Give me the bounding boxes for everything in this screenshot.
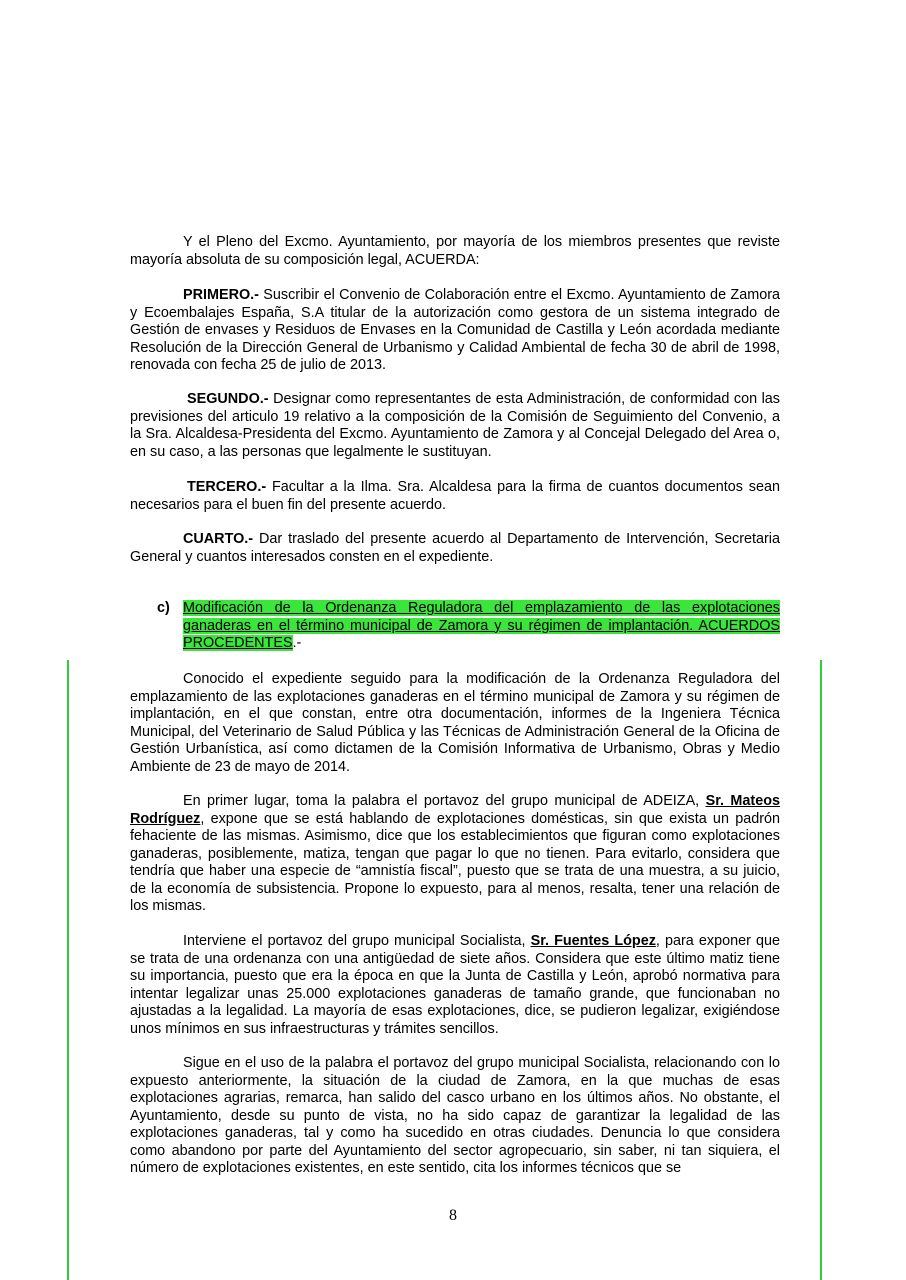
segundo-paragraph: SEGUNDO.- Designar como representantes de esta Administración, de conformidad con las previsiones del articulo 19 relativo a la composición de la Comisión de Seguimiento del Convenio, a la Sra. Alcaldesa-Presidenta del Excmo. Ayuntamiento de Zamora y al Concejal Delegado del Area o, en su caso, a las personas que legalmente le sustituyan. <box>130 391 780 460</box>
sigue-paragraph: Sigue en el uso de la palabra el portavoz del grupo municipal Socialista, relacionando con lo expuesto anteriormente, la situación de la ciudad de Zamora, en la que muchas de esas explotaciones agrarias, remarca, han salido del casco urbano en los últimos años. No obstante, el Ayuntamiento, desde su punto de vista, no ha sido capaz de garantizar la legalidad de las explotaciones ganaderas, tal y como ha sucedido en otras ciudades. Denuncia lo que considera como abandono por parte del Ayuntamiento del sector agropecuario, sin saber, ni tan siquiera, el número de explotaciones existentes, en este sentido, cita los informes técnicos que se <box>130 1055 780 1176</box>
adeiza-paragraph: En primer lugar, toma la palabra el portavoz del grupo municipal de ADEIZA, Sr. Mateos Rodríguez, expone que se está hablando de explotaciones domésticas, sin que exista un padrón fehaciente de las mismas. Asimismo, dice que los establecimientos que figuran como explotaciones ganaderas, posiblemente, matiza, tengan que pagar lo que no tienen. Para evitarlo, considera que tendría que haber una especie de “amnistía fiscal”, puesto que se trata de una muestra, a su juicio, de la economía de subsistencia. Propone lo expuesto, para al menos, resalta, tener una relación de los mismas. <box>130 793 780 914</box>
speaker-fuentes: Sr. Fuentes López <box>530 933 656 949</box>
speaker-mateos: Sr. Mateos Rodríguez <box>130 793 780 827</box>
page-number: 8 <box>449 1207 457 1224</box>
intro-paragraph: Y el Pleno del Excmo. Ayuntamiento, por mayoría de los miembros presentes que reviste mayoría absoluta de su composición legal, ACUERDA: <box>130 234 780 268</box>
socialista-paragraph: Interviene el portavoz del grupo municipal Socialista, Sr. Fuentes López, para exponer que se trata de una ordenanza con una antigüedad de siete años. Considera que este último matiz tiene su importancia, puesto que era la época en que la Junta de Castilla y León, aprobó normativa para intentar legalizar unas 25.000 explotaciones ganaderas de tamaño grande, que funcionaban no ajustadas a la legalidad. La mayoría de esas explotaciones, dice, se pudieron legalizar, exigiéndose unos mínimos en sus infraestructuras y trámites sencillos. <box>130 933 780 1037</box>
item-c-title: Modificación de la Ordenanza Reguladora del emplazamiento de las explotaciones ganaderas en el término municipal de Zamora y su régimen de implantación. ACUERDOS PROCEDENTES.- <box>183 600 780 651</box>
cuarto-heading: CUARTO.- <box>183 531 254 547</box>
tercero-heading: TERCERO.- <box>187 479 267 495</box>
segundo-heading: SEGUNDO.- <box>187 391 269 407</box>
highlighted-title: Modificación de la Ordenanza Reguladora del emplazamiento de las explotaciones ganaderas en el término municipal de Zamora y su régimen de implantación. ACUERDOS PROCEDENTES <box>183 600 780 651</box>
primero-paragraph: PRIMERO.- Suscribir el Convenio de Colaboración entre el Excmo. Ayuntamiento de Zamora y Ecoembalajes España, S.A titular de la autorización como gestora de un sistema integrado de Gestión de envases y Residuos de Envases en la Comunidad de Castilla y León acordada mediante Resolución de la Dirección General de Urbanismo y Calidad Ambiental de fecha 30 de abril de 1998, renovada con fecha 25 de julio de 2013. <box>130 287 780 373</box>
tercero-paragraph: TERCERO.- Facultar a la Ilma. Sra. Alcaldesa para la firma de cuantos documentos sean necesarios para el buen fin del presente acuerdo. <box>130 479 780 513</box>
conocido-paragraph: Conocido el expediente seguido para la modificación de la Ordenanza Reguladora del emplazamiento de las explotaciones ganaderas en el término municipal de Zamora y su régimen de implantación, en el que constan, entre otra documentación, informes de la Ingeniera Técnica Municipal, del Veterinario de Salud Pública y las Técnicas de Administración General de la Oficina de Gestión Urbanística, así como dictamen de la Comisión Informativa de Urbanismo, Obras y Medio Ambiente de 23 de mayo de 2014. <box>130 671 780 775</box>
cuarto-paragraph: CUARTO.- Dar traslado del presente acuerdo al Departamento de Intervención, Secretaria General y cuantos interesados consten en el expediente. <box>130 531 780 565</box>
right-margin-line <box>820 660 822 1280</box>
item-c-label: c) <box>157 600 170 616</box>
left-margin-line <box>67 660 69 1280</box>
primero-heading: PRIMERO.- <box>183 287 259 303</box>
